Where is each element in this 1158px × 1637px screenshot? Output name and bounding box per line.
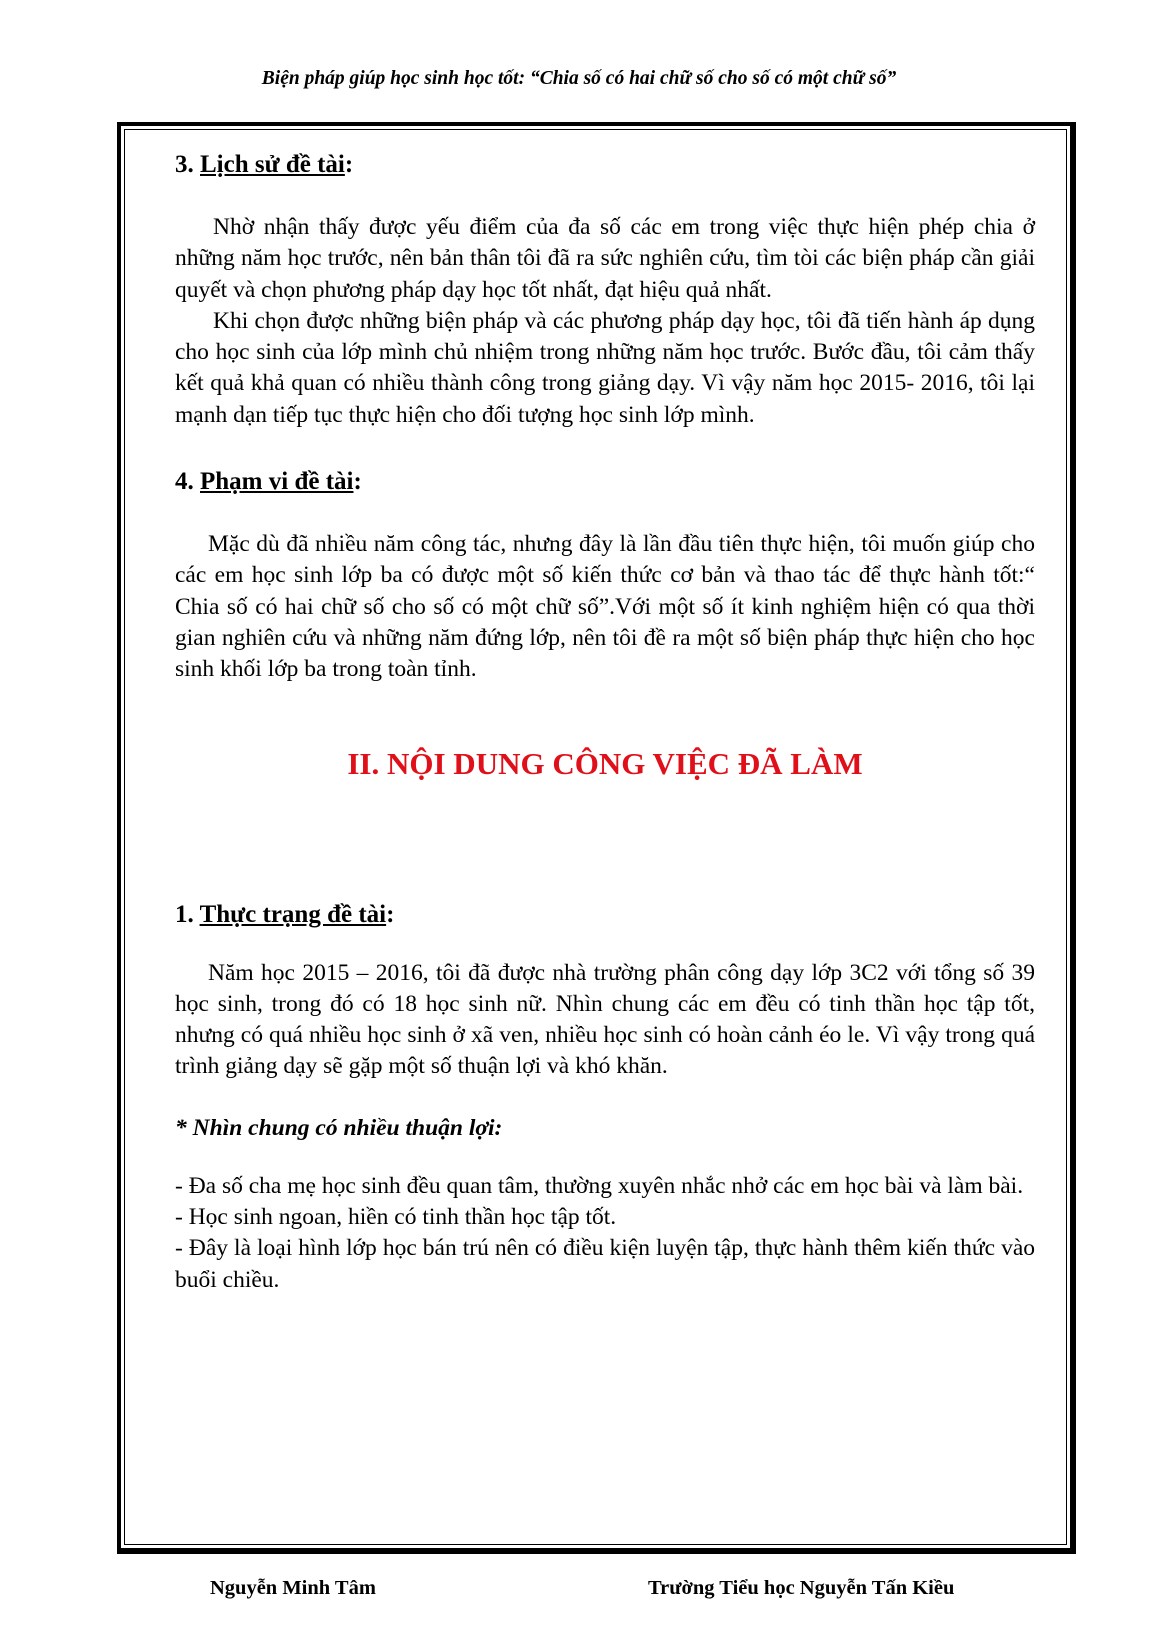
page-content — [175, 150, 1035, 1296]
advantage-item-2: - Học sinh ngoan, hiền có tinh thần học tập tốt. — [175, 1204, 617, 1231]
section-3-title: Lịch sử đề tài — [200, 151, 345, 178]
part-2-title: II. NỘI DUNG CÔNG VIỆC ĐÃ LÀM — [347, 745, 863, 781]
section-3-number: 3. — [175, 151, 200, 178]
footer-school: Trường Tiểu học Nguyễn Tấn Kiều — [648, 1577, 955, 1599]
section-3-paragraph-1: Nhờ nhận thấy được yếu điểm của đa số các em trong việc thực hiện phép chia ở những năm học trước, nên bản thân tôi đã ra sức nghiên cứu, tìm tòi các biện pháp cần giải quyết và chọn phương pháp dạy học tốt nhất, đạt hiệu quả nhất. — [175, 214, 1035, 303]
advantage-item-1: - Đa số cha mẹ học sinh đều quan tâm, thường xuyên nhắc nhở các em học bài và làm bài. — [175, 1172, 1024, 1199]
section-1-number: 1. — [175, 900, 200, 928]
section-3-colon: : — [344, 151, 354, 178]
advantages-heading: * Nhìn chung có nhiều thuận lợi: — [175, 1114, 503, 1141]
section-3-paragraph-2: Khi chọn được những biện pháp và các phương pháp dạy học, tôi đã tiến hành áp dụng cho học sinh của lớp mình chủ nhiệm trong những năm học trước. Bước đầu, tôi cảm thấy kết quả khả quan có nhiều thành công trong giảng dạy. Vì vậy năm học 2015- 2016, tôi lại mạnh dạn tiếp tục thực hiện cho đối tượng học sinh lớp mình. — [175, 307, 1035, 428]
section-4-title: Phạm vi đề tài — [200, 468, 354, 496]
advantage-item-3: - Đây là loại hình lớp học bán trú nên có điều kiện luyện tập, thực hành thêm kiến thức vào buổi chiều. — [175, 1235, 1035, 1293]
section-1-colon: : — [386, 900, 395, 928]
section-4-heading — [175, 467, 1035, 497]
section-1-title: Thực trạng đề tài — [199, 900, 387, 928]
section-1-heading — [175, 900, 1035, 930]
footer-author: Nguyễn Minh Tâm — [210, 1577, 376, 1599]
section-4-colon: : — [353, 468, 362, 496]
section-1-paragraph: Năm học 2015 – 2016, tôi đã được nhà trường phân công dạy lớp 3C2 với tổng số 39 học sinh, trong đó có 18 học sinh nữ. Nhìn chung các em đều có tinh thần học tập tốt, nhưng có quá nhiều học sinh ở xã ven, nhiều học sinh có hoàn cảnh éo le. Vì vậy trong quá trình giảng dạy sẽ gặp một số thuận lợi và khó khăn. — [175, 959, 1035, 1080]
section-3-heading — [175, 150, 1035, 180]
section-4-paragraph: Mặc dù đã nhiều năm công tác, nhưng đây là lần đầu tiên thực hiện, tôi muốn giúp cho các em học sinh lớp ba có được một số kiến thức cơ bản và thao tác để thực hành tốt:“ Chia số có hai chữ số cho số có một chữ số”.Với một số ít kinh nghiệm hiện có qua thời gian nghiên cứu và những năm đứng lớp, nên tôi đề ra một số biện pháp thực hiện cho học sinh khối lớp ba trong toàn tỉnh. — [175, 531, 1035, 683]
section-4-number: 4. — [175, 468, 200, 496]
page-header: Biện pháp giúp học sinh học tốt: “Chia số có hai chữ số cho số có một chữ số” — [261, 68, 897, 89]
